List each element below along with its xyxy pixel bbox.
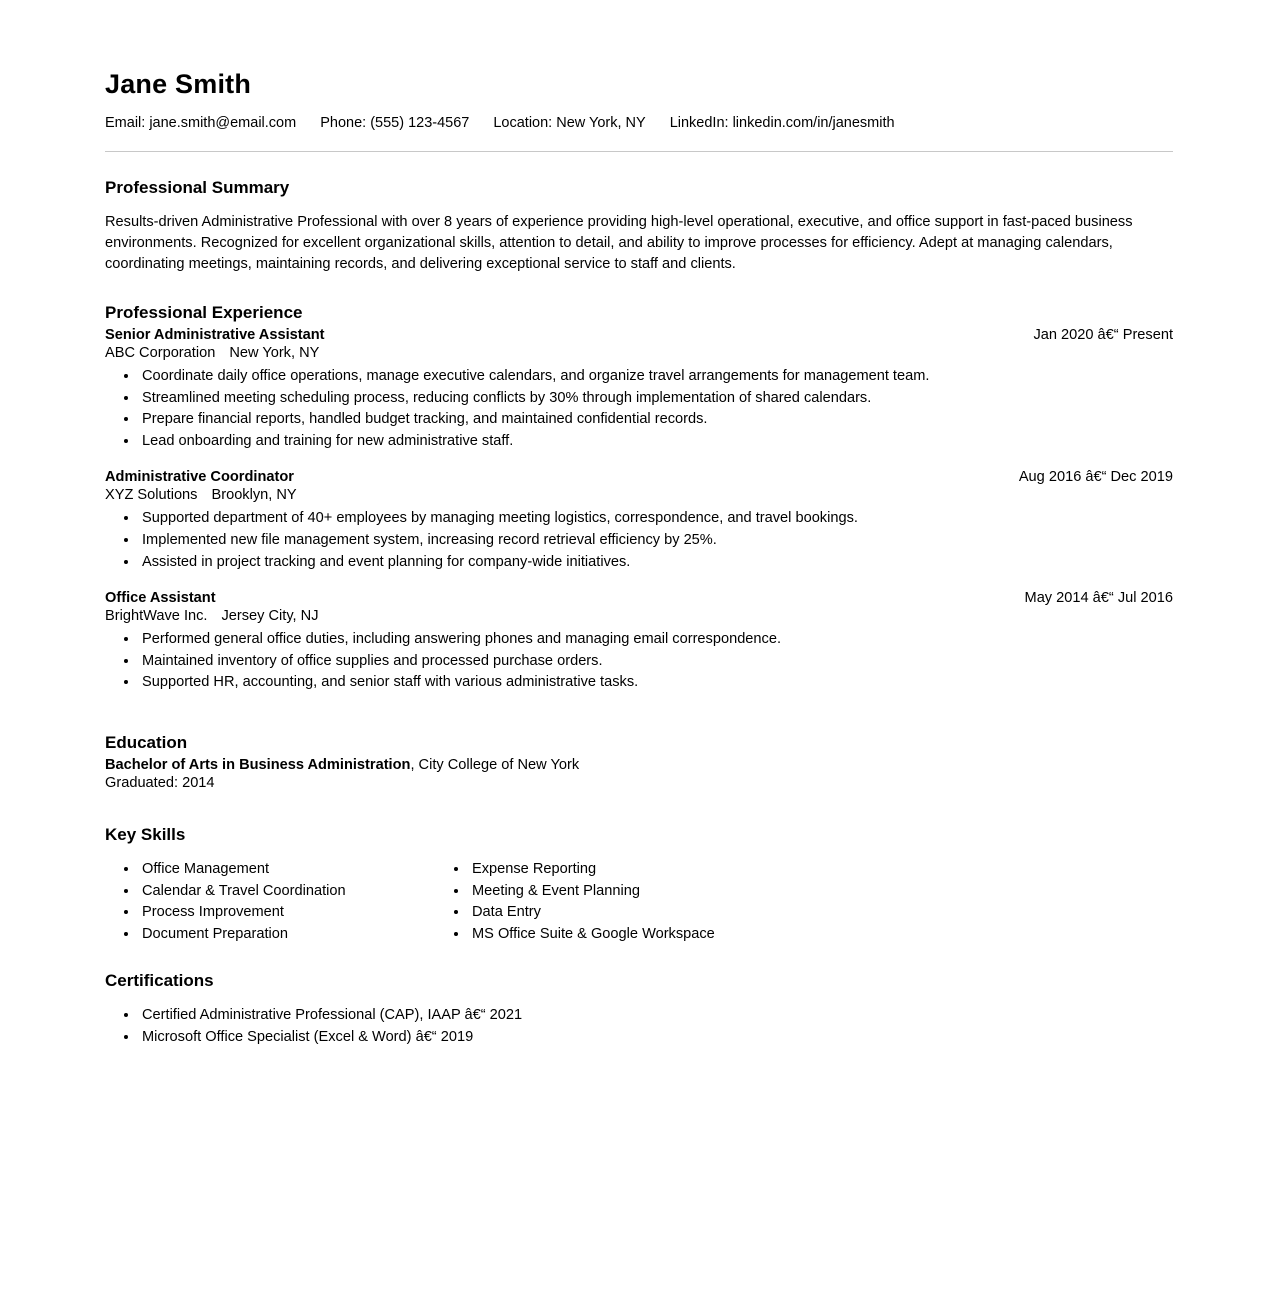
experience-item-header bbox=[105, 590, 1173, 606]
education-school: , City College of New York bbox=[410, 756, 580, 773]
job-bullet: • Supported department of 40+ employees by managing meeting logistics, correspondence, and travel bookings. bbox=[139, 508, 1173, 530]
page-title: Jane Smith bbox=[105, 69, 252, 99]
job-bullet: • Coordinate daily office operations, manage executive calendars, and organize travel arrangements for management team. bbox=[139, 366, 1173, 388]
job-company: XYZ Solutions bbox=[105, 487, 198, 504]
job-dates: Aug 2016 â€“ Dec 2019 bbox=[1018, 469, 1173, 486]
job-title: Senior Administrative Assistant bbox=[105, 327, 325, 343]
job-company-line bbox=[105, 487, 1173, 503]
job-company-line bbox=[105, 345, 1173, 361]
skills-column-left bbox=[105, 859, 435, 945]
job-title: Office Assistant bbox=[105, 590, 216, 607]
skill-item: • Meeting & Event Planning bbox=[469, 881, 765, 903]
experience-item bbox=[105, 327, 1173, 452]
contact-phone: Phone: (555) 123-4567 bbox=[320, 114, 470, 131]
job-location: Jersey City, NJ bbox=[221, 608, 319, 625]
skill-item: • Expense Reporting bbox=[469, 859, 765, 881]
skill-item: • Calendar & Travel Coordination bbox=[139, 881, 435, 903]
skill-item: • Office Management bbox=[139, 859, 435, 881]
section-heading-skills: Key Skills bbox=[105, 824, 186, 844]
job-company-line bbox=[105, 608, 1173, 624]
section-heading-summary: Professional Summary bbox=[105, 177, 290, 197]
experience-item bbox=[105, 590, 1173, 694]
section-certifications bbox=[105, 971, 1173, 1048]
contact-linkedin: LinkedIn: linkedin.com/in/janesmith bbox=[669, 114, 895, 131]
certification-item: • Microsoft Office Specialist (Excel & Word) â€“ 2019 bbox=[139, 1027, 1173, 1049]
experience-item-header bbox=[105, 327, 1173, 343]
section-key-skills bbox=[105, 825, 1173, 945]
job-dates: Jan 2020 â€“ Present bbox=[1033, 327, 1173, 343]
job-bullet: • Assisted in project tracking and event planning for company-wide initiatives. bbox=[139, 552, 1173, 574]
summary-text: Results-driven Administrative Professional with over 8 years of experience providing high-level operational, executive, and office support in fast-paced business environments. Recognized for excellent organizational skills, attention to detail, and ability to improve processes for efficiency. Adept at managing calendars, coordinating meetings, maintaining records, and delivering exceptional service to staff and clients. bbox=[105, 213, 1133, 272]
job-bullet: • Lead onboarding and training for new administrative staff. bbox=[139, 431, 1173, 453]
experience-item-header bbox=[105, 469, 1173, 485]
job-title: Administrative Coordinator bbox=[105, 469, 294, 486]
job-bullets bbox=[105, 366, 1173, 452]
section-professional-experience bbox=[105, 303, 1173, 694]
skill-item: • MS Office Suite & Google Workspace bbox=[469, 924, 765, 946]
education-graduated: Graduated: 2014 bbox=[105, 774, 215, 791]
skill-item: • Process Improvement bbox=[139, 902, 435, 924]
job-bullet: • Supported HR, accounting, and senior staff with various administrative tasks. bbox=[139, 672, 1173, 694]
job-company: BrightWave Inc. bbox=[105, 608, 208, 625]
job-bullet: • Streamlined meeting scheduling process, reducing conflicts by 30% through implementation of shared calendars. bbox=[139, 388, 1173, 410]
job-bullet: • Implemented new file management system, increasing record retrieval efficiency by 25%. bbox=[139, 530, 1173, 552]
experience-item bbox=[105, 469, 1173, 573]
education-degree: Bachelor of Arts in Business Administration bbox=[105, 756, 411, 773]
section-heading-experience: Professional Experience bbox=[105, 303, 303, 322]
section-heading-certifications: Certifications bbox=[105, 971, 214, 991]
contact-email: Email: jane.smith@email.com bbox=[105, 114, 297, 131]
job-bullets bbox=[105, 629, 1173, 694]
job-dates: May 2014 â€“ Jul 2016 bbox=[1024, 590, 1173, 607]
skills-column-right bbox=[435, 859, 765, 945]
contact-location: Location: New York, NY bbox=[493, 114, 646, 131]
skill-item: • Document Preparation bbox=[139, 924, 435, 946]
education-item bbox=[105, 757, 1173, 791]
section-heading-education: Education bbox=[105, 732, 188, 752]
header-divider bbox=[105, 151, 1173, 152]
certification-item: • Certified Administrative Professional (CAP), IAAP â€“ 2021 bbox=[139, 1005, 1173, 1027]
job-bullet: • Maintained inventory of office supplies and processed purchase orders. bbox=[139, 651, 1173, 673]
job-bullet: • Prepare financial reports, handled budget tracking, and maintained confidential records. bbox=[139, 409, 1173, 431]
skill-item: • Data Entry bbox=[469, 902, 765, 924]
job-location: New York, NY bbox=[229, 345, 320, 361]
section-professional-summary bbox=[105, 178, 1173, 275]
contact-info bbox=[105, 114, 1173, 133]
section-education bbox=[105, 733, 1173, 791]
job-bullet: • Performed general office duties, including answering phones and managing email correspondence. bbox=[139, 629, 1173, 651]
job-location: Brooklyn, NY bbox=[211, 487, 297, 504]
skills-grid bbox=[105, 859, 1173, 945]
job-company: ABC Corporation bbox=[105, 345, 216, 361]
job-bullets bbox=[105, 508, 1173, 573]
education-degree-line bbox=[105, 757, 1173, 773]
